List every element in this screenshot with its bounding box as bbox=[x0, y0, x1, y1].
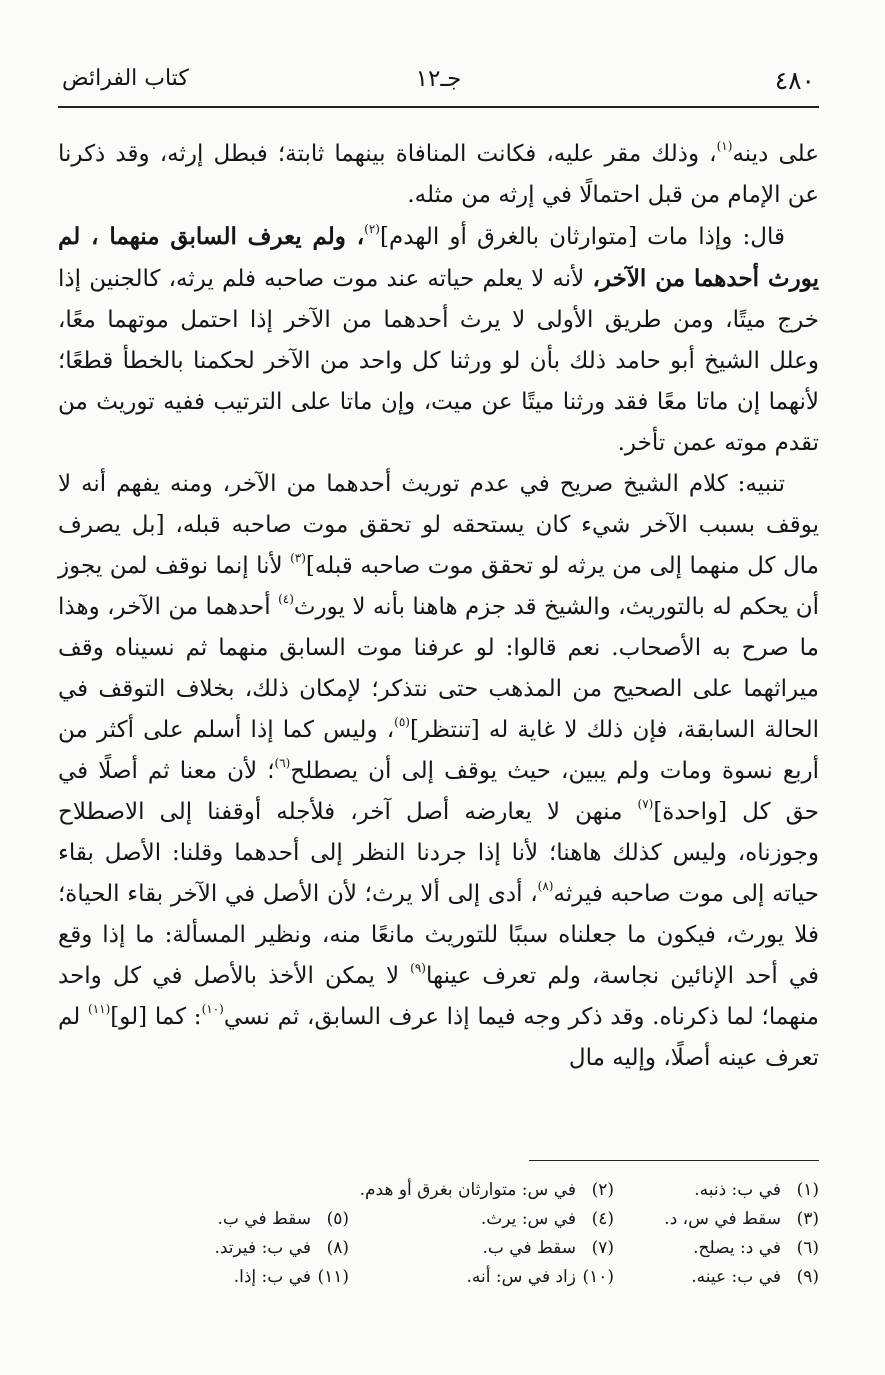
text-run: ، وليس كما إذا أسلم على أكثر من أربع نسوة ومات ولم يبين، حيث يوقف إلى أن يصطلح bbox=[58, 717, 819, 784]
footnote-rule bbox=[529, 1160, 819, 1161]
main-text bbox=[58, 134, 819, 1079]
footnote-number: (٩) bbox=[796, 1267, 819, 1287]
footnote-number: (٢) bbox=[591, 1180, 614, 1200]
footnote-text: في س: يرث. bbox=[480, 1209, 576, 1229]
text-run: لأنه لا يعلم حياته عند موت صاحبه فلم يرثه، كالجنين إذا خرج ميتًا، ومن طريق الأولى لا يرث أحدهما من الآخر إذا احتمل موتهما معًا، وعلل الشيخ أبو حامد ذلك بأن لو ورثنا كل واحد من الآخر لحكمنا بالخطأ قطعًا؛ لأنهما إن ماتا معًا فقد ورثنا ميتًا عن ميت، وإن ماتا على الترتيب ففيه توريث من تقدم موته عمن تأخر. bbox=[58, 266, 819, 456]
footnote-item bbox=[349, 1176, 614, 1205]
book-title: كتاب الفرائض bbox=[62, 66, 189, 91]
paragraph-note bbox=[58, 464, 819, 1079]
bold-rule-text: ، ولم يعرف السابق منهما ، لم يورث أحدهما من الآخر، bbox=[58, 223, 819, 292]
footnote-reference: (٢) bbox=[364, 222, 380, 236]
footnote-text: في ب: إذا. bbox=[233, 1267, 311, 1287]
footnote-empty-cell bbox=[159, 1176, 349, 1205]
footnote-text: زاد في س: أنه. bbox=[466, 1267, 576, 1287]
footnote-text: في ب: فيرتد. bbox=[214, 1238, 311, 1258]
footnote-number: (٤) bbox=[591, 1209, 614, 1229]
footnote-reference: (٣) bbox=[290, 551, 306, 565]
paragraph-opening bbox=[58, 134, 819, 216]
footnote-text: سقط في ب. bbox=[482, 1238, 576, 1258]
footnote-text: في ب: عينه. bbox=[691, 1267, 781, 1287]
footnote-number: (٧) bbox=[591, 1238, 614, 1258]
footnote-reference: (٥) bbox=[394, 715, 410, 729]
footnote-item bbox=[614, 1176, 819, 1205]
text-run: لأنا إنما نوقف لمن يجوز أن يحكم له بالتوريث، والشيخ قد جزم هاهنا بأنه لا يورث bbox=[58, 553, 819, 620]
footnote-text: سقط في ب. bbox=[217, 1209, 311, 1229]
text-run: ، وذلك مقر عليه، فكانت المنافاة بينهما ثابتة؛ فبطل إرثه، وقد ذكرنا عن الإمام من قبل احتمالًا في إرثه من مثله. bbox=[58, 141, 819, 208]
footnote-reference: (٤) bbox=[278, 592, 294, 606]
footnote-item bbox=[614, 1263, 819, 1292]
footnotes bbox=[150, 1176, 819, 1292]
footnote-item bbox=[614, 1205, 819, 1234]
footnote-number: (٨) bbox=[326, 1238, 349, 1258]
footnote-number: (٦) bbox=[796, 1238, 819, 1258]
footnote-text: في س: متوارثان بغرق أو هدم. bbox=[359, 1180, 576, 1200]
footnote-number: (٣) bbox=[796, 1209, 819, 1229]
footnote-item bbox=[349, 1205, 614, 1234]
text-run: على دينه bbox=[732, 141, 819, 167]
footnote-number: (٥) bbox=[326, 1209, 349, 1229]
footnote-reference: (٧) bbox=[637, 797, 654, 811]
footnote-reference: (١) bbox=[716, 139, 733, 153]
text-run: ، أدى إلى ألا يرث؛ لأن الأصل في الآخر بقاء الحياة؛ فلا يورث، فيكون ما جعلناه سببًا للتوريث مانعًا منه، ونظير المسألة: ما إذا وقع في أحد الإنائين نجاسة، ولم تعرف عينها bbox=[58, 881, 819, 989]
footnote-reference: (٩) bbox=[410, 961, 426, 975]
footnote-number: (١١) bbox=[317, 1267, 349, 1287]
text-run: لم تعرف عينه أصلًا، وإليه مال bbox=[58, 1004, 819, 1071]
footnote-reference: (١٠) bbox=[201, 1002, 224, 1016]
footnote-number: (١٠) bbox=[582, 1267, 614, 1287]
text-run: ؛ لأن معنا ثم أصلًا في حق كل [واحدة] bbox=[58, 758, 819, 825]
page-number: ٤٨٠ bbox=[774, 66, 815, 95]
footnote-reference: (١١) bbox=[88, 1002, 111, 1016]
footnote-item bbox=[159, 1263, 349, 1292]
volume-label: جـ١٢ bbox=[415, 66, 462, 92]
footnote-number: (١) bbox=[796, 1180, 819, 1200]
footnote-reference: (٦) bbox=[274, 756, 291, 770]
text-run: أحدهما من الآخر، وهذا ما صرح به الأصحاب. نعم قالوا: لو عرفنا موت السابق منهما ثم نسيناه وقف ميراثهما على الصحيح من المذهب حتى نتذكر؛ لإمكان ذلك، بخلاف التوقف في الحالة السابقة، فإن ذلك لا غاية له [تنتظر] bbox=[58, 594, 819, 743]
text-run: تنبيه: كلام الشيخ صريح في عدم توريث أحدهما من الآخر، ومنه يفهم أنه لا يوقف بسبب الآخر شيء كان يستحقه لو تحقق موت صاحبه قبله، [بل يصرف مال كل منهما إلى من يرثه لو تحقق موت صاحبه قبله] bbox=[58, 471, 819, 579]
footnote-reference: (٨) bbox=[537, 879, 554, 893]
page-header bbox=[62, 60, 815, 104]
header-rule bbox=[58, 106, 819, 108]
footnote-item bbox=[159, 1205, 349, 1234]
footnote-text: في ب: ذنبه. bbox=[694, 1180, 781, 1200]
text-run: منهن لا يعارضه أصل آخر، فلأجله أوقفنا إلى الاصطلاح وجوزناه، وليس كذلك هاهنا؛ لأنا إذا جردنا النظر إلى أحدهما وقلنا: الأصل بقاء حياته إلى موت صاحبه فيرثه bbox=[58, 799, 819, 907]
text-run: : كما [لو] bbox=[110, 1004, 202, 1030]
text-run: لا يمكن الأخذ بالأصل في كل واحد منهما؛ لما ذكرناه. وقد ذكر وجه فيما إذا عرف السابق، ثم نسي bbox=[58, 963, 819, 1030]
footnote-text: في د: يصلح. bbox=[693, 1238, 781, 1258]
footnote-text: سقط في س، د. bbox=[664, 1209, 781, 1229]
footnote-item bbox=[349, 1234, 614, 1263]
footnote-item bbox=[614, 1234, 819, 1263]
paragraph-rule-statement bbox=[58, 216, 819, 464]
text-run: قال: وإذا مات [متوارثان بالغرق أو الهدم] bbox=[379, 224, 785, 250]
footnote-item bbox=[349, 1263, 614, 1292]
footnote-item bbox=[159, 1234, 349, 1263]
